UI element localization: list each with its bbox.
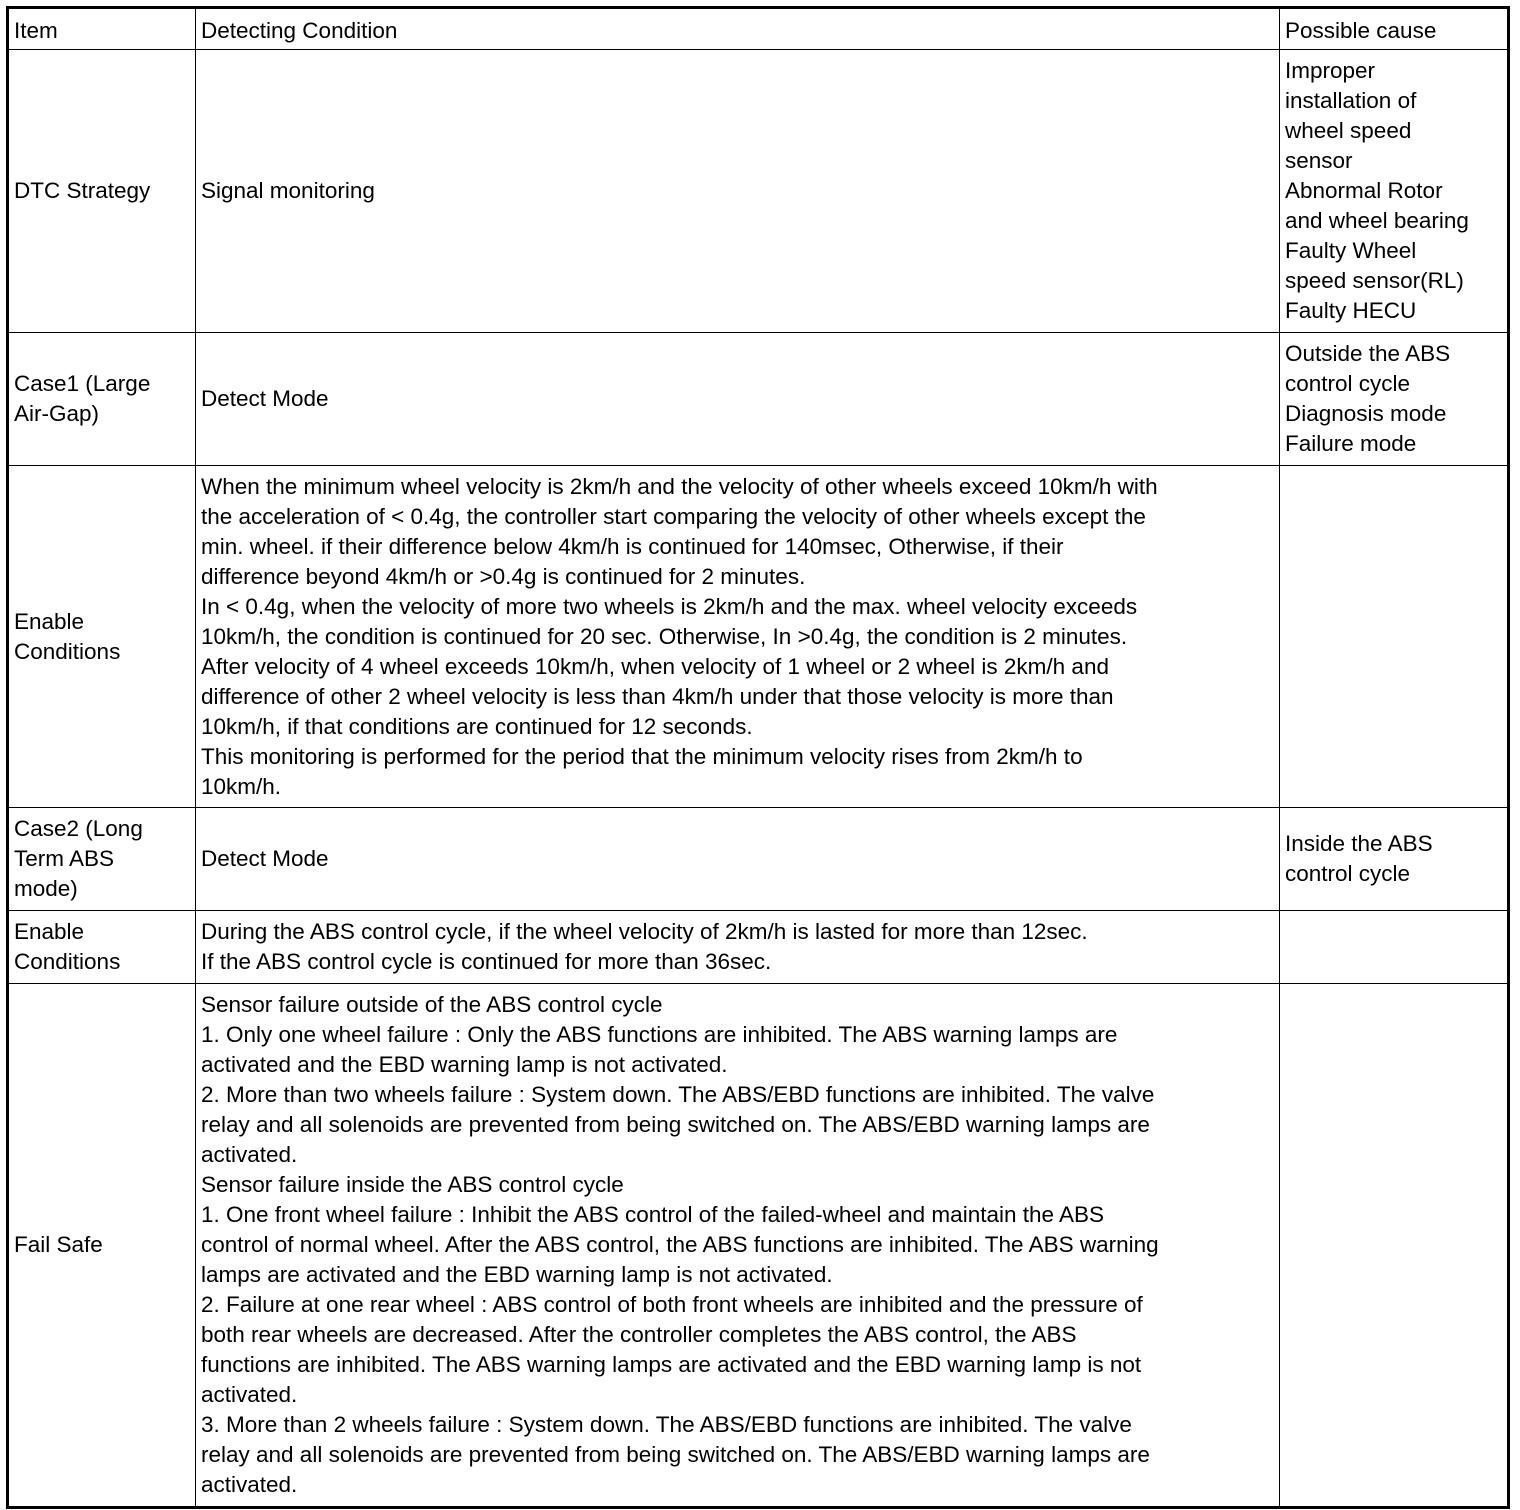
cell-line: Term ABS	[14, 846, 115, 871]
header-item: Item	[8, 8, 196, 50]
cause-cell	[1280, 984, 1509, 1508]
header-possible-cause: Possible cause	[1280, 8, 1509, 50]
table-row	[8, 808, 1509, 911]
table-row	[8, 50, 1509, 333]
cell-line: When the minimum wheel velocity is 2km/h and the velocity of other wheels exceed 10km/h with	[201, 473, 1158, 499]
cell-line: 10km/h, if that conditions are continued for 12 seconds.	[201, 713, 753, 739]
cell-line: Case2 (Long	[14, 816, 143, 841]
condition-cell	[196, 466, 1280, 808]
cell-line: difference of other 2 wheel velocity is less than 4km/h under that those velocity is more than	[201, 683, 1114, 709]
item-cell	[8, 984, 196, 1508]
cell-line: relay and all solenoids are prevented from being switched on. The ABS/EBD warning lamps are	[201, 1112, 1150, 1137]
cell-line: functions are inhibited. The ABS warning lamps are activated and the EBD warning lamp is not	[201, 1352, 1142, 1377]
cell-line: Diagnosis mode	[1285, 401, 1447, 426]
cell-line: Detect Mode	[201, 846, 329, 871]
cause-cell	[1280, 50, 1509, 333]
cell-line: control cycle	[1285, 371, 1411, 396]
cell-line: Faulty Wheel	[1285, 238, 1417, 263]
cell-line: 1. Only one wheel failure : Only the ABS functions are inhibited. The ABS warning lamps are	[201, 1022, 1118, 1047]
cell-line: If the ABS control cycle is continued for more than 36sec.	[201, 949, 772, 974]
cell-line: relay and all solenoids are prevented from being switched on. The ABS/EBD warning lamps are	[201, 1442, 1150, 1467]
cause-cell	[1280, 911, 1509, 984]
cause-cell	[1280, 808, 1509, 911]
cell-line: min. wheel. if their difference below 4km/h is continued for 140msec, Otherwise, if their	[201, 533, 1064, 559]
cell-line: 2. Failure at one rear wheel : ABS control of both front wheels are inhibited and the pressure of	[201, 1292, 1143, 1317]
condition-cell	[196, 333, 1280, 466]
cell-line: sensor	[1285, 148, 1353, 173]
cell-line: Signal monitoring	[201, 178, 375, 203]
cell-line: 1. One front wheel failure : Inhibit the ABS control of the failed-wheel and maintain the ABS	[201, 1202, 1105, 1227]
cell-line: both rear wheels are decreased. After the controller completes the ABS control, the ABS	[201, 1322, 1077, 1347]
cell-line: Conditions	[14, 638, 121, 664]
cell-line: and wheel bearing	[1285, 208, 1469, 233]
cause-cell	[1280, 333, 1509, 466]
cell-line: Failure mode	[1285, 431, 1417, 456]
cell-line: After velocity of 4 wheel exceeds 10km/h, when velocity of 1 wheel or 2 wheel is 2km/h and	[201, 653, 1109, 679]
cell-line: installation of	[1285, 88, 1417, 113]
cell-line: control cycle	[1285, 861, 1411, 886]
cell-line: the acceleration of < 0.4g, the controller start comparing the velocity of other wheels except the	[201, 503, 1146, 529]
table-header-row	[8, 8, 1509, 50]
table-row	[8, 984, 1509, 1508]
cell-line: Conditions	[14, 949, 121, 974]
cell-line: This monitoring is performed for the period that the minimum velocity rises from 2km/h to	[201, 743, 1083, 769]
cell-line: 2. More than two wheels failure : System down. The ABS/EBD functions are inhibited. The valve	[201, 1082, 1155, 1107]
cell-line: Abnormal Rotor	[1285, 178, 1443, 203]
header-detecting-condition: Detecting Condition	[196, 8, 1280, 50]
cell-line: mode)	[14, 876, 78, 901]
cell-line: Detect Mode	[201, 386, 329, 411]
cell-line: 10km/h.	[201, 773, 282, 799]
item-cell	[8, 333, 196, 466]
item-cell	[8, 911, 196, 984]
cell-line: Sensor failure outside of the ABS control cycle	[201, 992, 663, 1017]
cell-line: 3. More than 2 wheels failure : System down. The ABS/EBD functions are inhibited. The valve	[201, 1412, 1132, 1437]
dtc-spec-table	[6, 6, 1510, 1509]
item-cell	[8, 50, 196, 333]
cell-line: Sensor failure inside the ABS control cycle	[201, 1172, 624, 1197]
cell-line: During the ABS control cycle, if the wheel velocity of 2km/h is lasted for more than 12sec.	[201, 919, 1088, 944]
cell-line: speed sensor(RL)	[1285, 268, 1464, 293]
cell-line: Air-Gap)	[14, 401, 100, 426]
condition-cell	[196, 50, 1280, 333]
item-cell	[8, 808, 196, 911]
item-cell	[8, 466, 196, 808]
cell-line: activated.	[201, 1382, 298, 1407]
cell-line: Faulty HECU	[1285, 298, 1417, 323]
cell-line: In < 0.4g, when the velocity of more two wheels is 2km/h and the max. wheel velocity exceeds	[201, 593, 1138, 619]
cell-line: Fail Safe	[14, 1232, 103, 1257]
table-row	[8, 333, 1509, 466]
table-row	[8, 466, 1509, 808]
cell-line: Enable	[14, 608, 85, 634]
cell-line: control of normal wheel. After the ABS control, the ABS functions are inhibited. The ABS warning	[201, 1232, 1159, 1257]
cell-line: Outside the ABS	[1285, 341, 1451, 366]
table-row	[8, 911, 1509, 984]
cell-line: 10km/h, the condition is continued for 20 sec. Otherwise, In >0.4g, the condition is 2 minutes.	[201, 623, 1128, 649]
cell-line: wheel speed	[1285, 118, 1412, 143]
cell-line: Case1 (Large	[14, 371, 151, 396]
cell-line: activated.	[201, 1472, 298, 1497]
cell-line: activated and the EBD warning lamp is not activated.	[201, 1052, 728, 1077]
cell-line: Enable	[14, 919, 85, 944]
cell-line: Improper	[1285, 58, 1376, 83]
cell-line: DTC Strategy	[14, 178, 151, 203]
cell-line: Inside the ABS	[1285, 831, 1433, 856]
condition-cell	[196, 911, 1280, 984]
condition-cell	[196, 808, 1280, 911]
cell-line: lamps are activated and the EBD warning lamp is not activated.	[201, 1262, 833, 1287]
condition-cell	[196, 984, 1280, 1508]
cell-line: difference beyond 4km/h or >0.4g is continued for 2 minutes.	[201, 563, 806, 589]
cell-line: activated.	[201, 1142, 298, 1167]
cause-cell	[1280, 466, 1509, 808]
